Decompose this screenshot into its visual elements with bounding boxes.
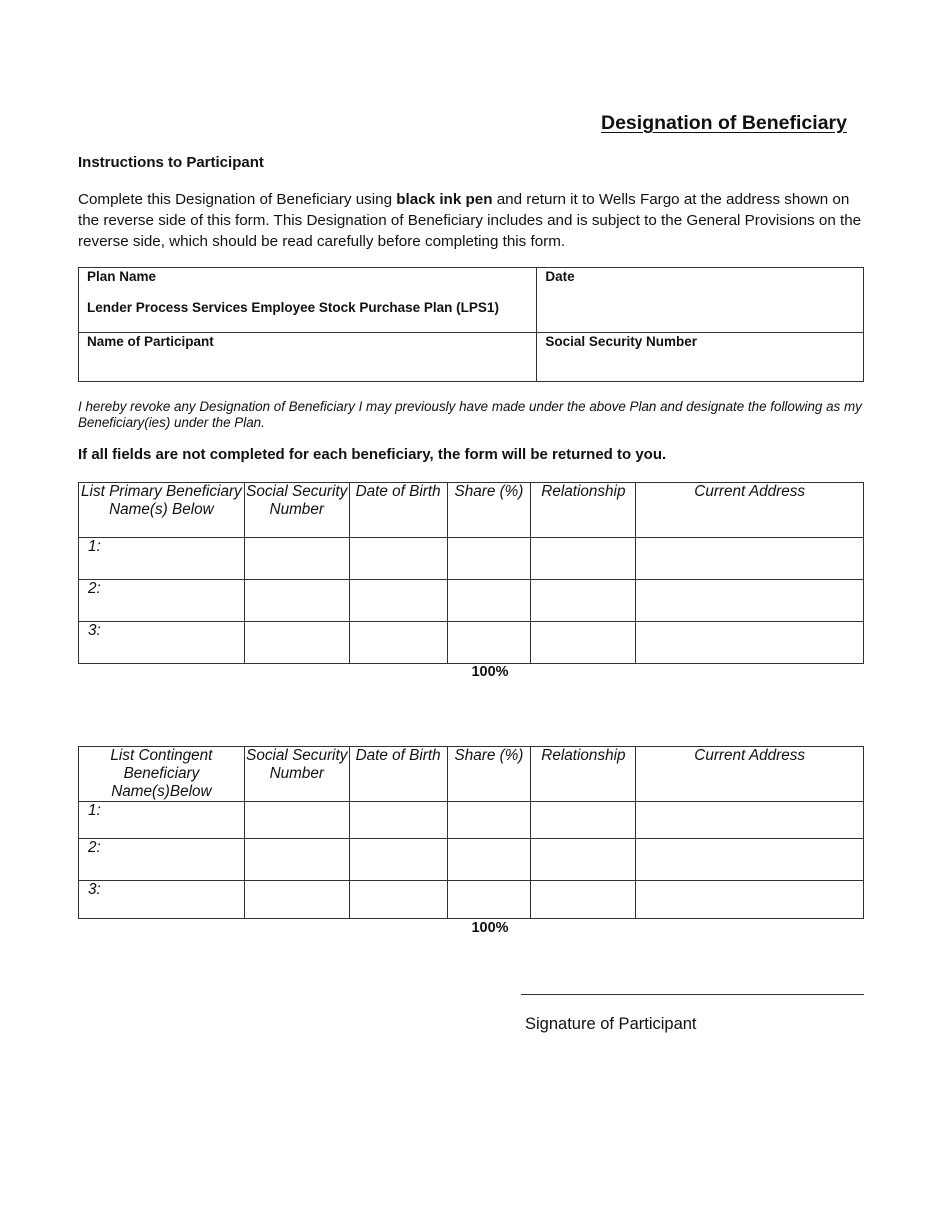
contingent-row-3-ssn[interactable]: [244, 881, 349, 919]
contingent-header-dob: Date of Birth: [349, 747, 447, 802]
contingent-row-3-dob[interactable]: [349, 881, 447, 919]
contingent-row-1-address[interactable]: [636, 802, 864, 839]
contingent-beneficiary-table: [78, 746, 864, 919]
contingent-row-3-name[interactable]: 3:: [79, 881, 245, 919]
contingent-header-relationship: Relationship: [531, 747, 636, 802]
instructions-heading: Instructions to Participant: [78, 154, 264, 171]
table-row: [79, 839, 864, 881]
primary-row-2-ssn[interactable]: [244, 580, 349, 622]
contingent-row-2-ssn[interactable]: [244, 839, 349, 881]
contingent-row-1-share[interactable]: [447, 802, 531, 839]
primary-header-dob: Date of Birth: [349, 483, 447, 538]
contingent-row-1-relationship[interactable]: [531, 802, 636, 839]
table-row: [79, 538, 864, 580]
plan-name-value: Lender Process Services Employee Stock Purchase Plan (LPS1): [87, 300, 499, 315]
primary-beneficiary-table: [78, 482, 864, 664]
contingent-row-2-address[interactable]: [636, 839, 864, 881]
contingent-row-2-name[interactable]: 2:: [79, 839, 245, 881]
table-row: [79, 580, 864, 622]
primary-share-total: 100%: [471, 664, 509, 680]
plan-name-cell[interactable]: [79, 268, 537, 333]
primary-row-2-relationship[interactable]: [531, 580, 636, 622]
participant-name-field[interactable]: [79, 333, 537, 382]
primary-row-1-dob[interactable]: [349, 538, 447, 580]
primary-row-2-share[interactable]: [447, 580, 531, 622]
primary-row-1-name[interactable]: 1:: [79, 538, 245, 580]
table-row: [79, 881, 864, 919]
primary-row-1-address[interactable]: [636, 538, 864, 580]
primary-header-relationship: Relationship: [531, 483, 636, 538]
plan-name-label: Plan Name: [87, 269, 157, 284]
primary-row-3-address[interactable]: [636, 622, 864, 664]
primary-header-share: Share (%): [447, 483, 531, 538]
contingent-row-1-ssn[interactable]: [244, 802, 349, 839]
primary-header-ssn: Social Security Number: [244, 483, 349, 538]
instructions-bold: black ink pen: [396, 191, 493, 208]
primary-header-name: List Primary Beneficiary Name(s) Below: [79, 483, 245, 538]
plan-info-table: [78, 267, 864, 382]
ssn-field[interactable]: [537, 333, 864, 382]
primary-row-3-dob[interactable]: [349, 622, 447, 664]
primary-row-2-name[interactable]: 2:: [79, 580, 245, 622]
primary-row-1-share[interactable]: [447, 538, 531, 580]
contingent-row-1-dob[interactable]: [349, 802, 447, 839]
primary-row-2-address[interactable]: [636, 580, 864, 622]
primary-row-1-relationship[interactable]: [531, 538, 636, 580]
ssn-label: Social Security Number: [545, 334, 697, 349]
contingent-row-3-share[interactable]: [447, 881, 531, 919]
primary-row-3-name[interactable]: 3:: [79, 622, 245, 664]
contingent-header-ssn: Social Security Number: [244, 747, 349, 802]
form-title: Designation of Beneficiary: [601, 112, 847, 134]
contingent-header-address: Current Address: [636, 747, 864, 802]
primary-row-3-ssn[interactable]: [244, 622, 349, 664]
contingent-row-2-share[interactable]: [447, 839, 531, 881]
revocation-statement: I hereby revoke any Designation of Beneficiary I may previously have made under the above Plan and designate the following as my Beneficiary(ies) under the Plan.: [78, 399, 862, 430]
contingent-header-name: List Contingent Beneficiary Name(s)Below: [79, 747, 245, 802]
table-row: [79, 622, 864, 664]
contingent-row-3-address[interactable]: [636, 881, 864, 919]
participant-name-label: Name of Participant: [87, 334, 214, 349]
instructions-part1: Complete this Designation of Beneficiary using: [78, 191, 397, 208]
primary-row-3-relationship[interactable]: [531, 622, 636, 664]
contingent-row-2-relationship[interactable]: [531, 839, 636, 881]
instructions-text: [78, 189, 868, 252]
contingent-row-3-relationship[interactable]: [531, 881, 636, 919]
primary-row-2-dob[interactable]: [349, 580, 447, 622]
completion-warning: If all fields are not completed for each beneficiary, the form will be returned to you.: [78, 446, 667, 463]
contingent-row-2-dob[interactable]: [349, 839, 447, 881]
signature-label: Signature of Participant: [525, 1015, 697, 1033]
primary-row-3-share[interactable]: [447, 622, 531, 664]
contingent-share-total: 100%: [471, 920, 509, 936]
table-row: [79, 802, 864, 839]
contingent-row-1-name[interactable]: 1:: [79, 802, 245, 839]
signature-line[interactable]: [521, 994, 864, 995]
contingent-header-share: Share (%): [447, 747, 531, 802]
date-label: Date: [545, 269, 575, 284]
instructions-part2: and return it to Wells Fargo at the address shown on the reverse side of this form. This Designation of Beneficiary includes and is subject to the General Provisions on the reverse side, which should be read carefully before completing this form.: [78, 191, 862, 250]
primary-header-address: Current Address: [636, 483, 864, 538]
primary-row-1-ssn[interactable]: [244, 538, 349, 580]
date-field[interactable]: [537, 268, 864, 333]
